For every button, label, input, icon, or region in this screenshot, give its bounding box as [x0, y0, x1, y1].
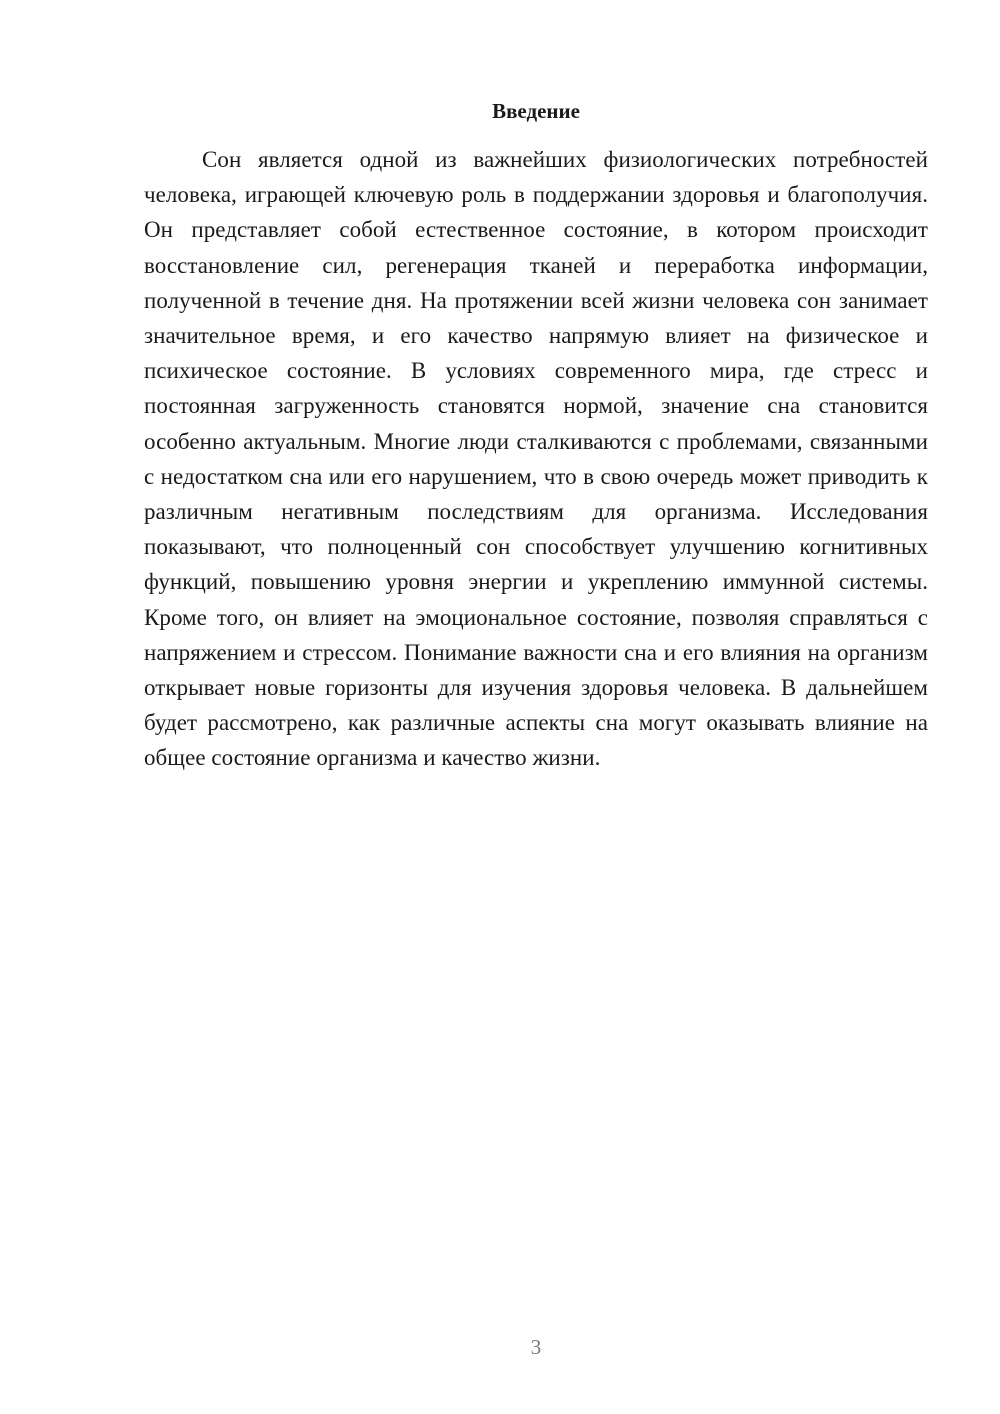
section-heading: Введение — [492, 99, 580, 123]
body-paragraph: Сон является одной из важнейших физиологических потребностей человека, играющей ключевую роль в поддержании здоровья и благополучия. Он представляет собой естественное состояние, в котором происходит восстановление сил, регенерация тканей и переработка информации, полученной в течение дня. На протяжении всей жизни человека сон занимает значительное время, и его качество напрямую влияет на физическое и психическое состояние. В условиях современного мира, где стресс и постоянная загруженность становятся нормой, значение сна становится особенно актуальным. Многие люди сталкиваются с проблемами, связанными с недостатком сна или его нарушением, что в свою очередь может приводить к различным негативным последствиям для организма. Исследования показывают, что полноценный сон способствует улучшению когнитивных функций, повышению уровня энергии и укреплению иммунной системы. Кроме того, он влияет на эмоциональное состояние, позволяя справляться с напряжением и стрессом. Понимание важности сна и его влияния на организм открывает новые горизонты для изучения здоровья человека. В дальнейшем будет рассмотрено, как различные аспекты сна могут оказывать влияние на общее состояние организма и качество жизни. — [144, 147, 928, 771]
page-number: 3 — [530, 1335, 542, 1359]
